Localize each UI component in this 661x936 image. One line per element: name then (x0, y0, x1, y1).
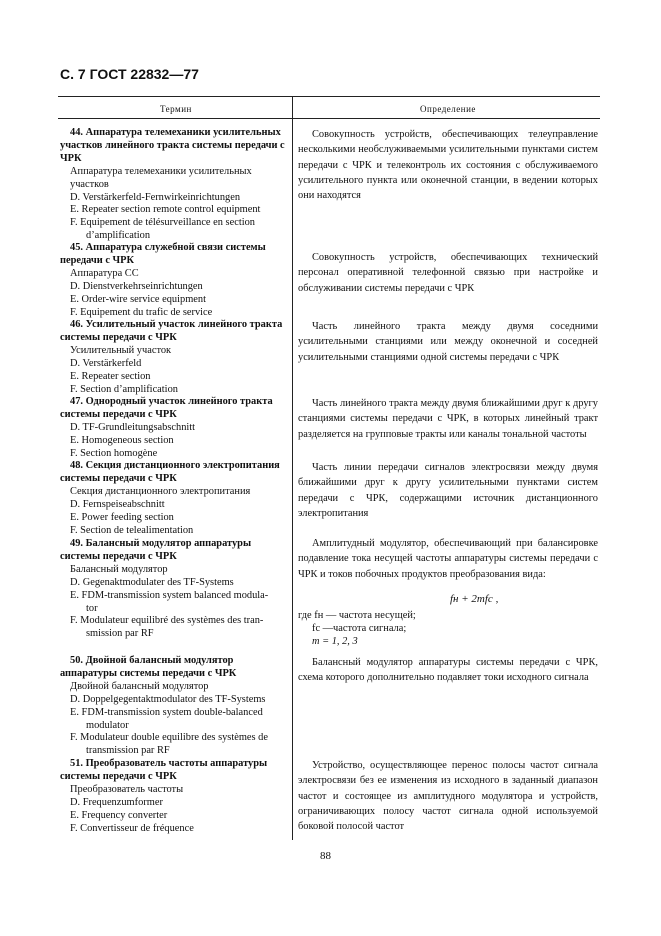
term-title: 49. Балансный модулятор аппаратуры системы передачи с ЧРК (60, 538, 252, 562)
term-entry-50 (60, 655, 288, 758)
term-de: D. Doppelgegentaktmodulator des TF-Systems (70, 693, 266, 705)
definition-46: Часть линейного тракта между двумя соседними усилительными станциями или между оконечной и соседней усилительными станциями одной системы передачи с ЧРК (298, 321, 598, 363)
term-en: E. Repeater section (70, 370, 151, 382)
term-de: D. TF-Grundleitungsabschnitt (70, 421, 196, 433)
term-short: Аппаратура телемеханики усилительных участков (70, 165, 252, 190)
term-short: Усилительный участок (70, 344, 172, 356)
table-top-border (58, 96, 600, 97)
term-short: Двойной балансный модулятор (70, 680, 209, 692)
term-en: E. Order-wire service equipment (70, 293, 206, 305)
legend-signal: fc —частота сигнала; (312, 623, 407, 634)
term-entry-51 (60, 758, 288, 835)
term-de: D. Frequenzumformer (70, 796, 163, 808)
definition-45: Совокупность устройств, обеспечивающих технический персонал оперативной телефонной связью при настройке и обслуживании системы передачи с ЧРК (298, 252, 598, 294)
term-fr: F. Section d’amplification (70, 383, 178, 395)
term-short: Преобразователь частоты (70, 783, 184, 795)
term-title: 46. Усилительный участок линейного тракта системы передачи с ЧРК (60, 319, 283, 343)
term-fr: F. Section homogène (70, 447, 158, 459)
column-divider (292, 96, 293, 840)
page-number: 88 (320, 850, 331, 862)
term-en: E. Frequency converter (70, 809, 168, 821)
definition-49: Амплитудный модулятор, обеспечивающий при балансировке подавление тока несущей частоты аппаратуры системы передачи с ЧРК и токов побочных продуктов преобразования вида: (298, 538, 598, 580)
term-entry-44 (60, 127, 288, 243)
term-de: D. Verstärkerfeld-Fernwirkeinrichtungen (70, 191, 241, 203)
page-header: С. 7 ГОСТ 22832—77 (60, 66, 199, 82)
term-fr: F. Modulateur equilibré des systèmes des tran- smission par RF (70, 615, 264, 640)
term-title: 51. Преобразователь частоты аппаратуры системы передачи с ЧРК (60, 758, 268, 782)
definition-51: Устройство, осуществляющее перенос полосы частот сигнала электросвязи без ее изменения из исходного в заданный диапазон частот и состоящее из амплитудного модулятора и устройств, ограничивающих полосу частот сигнала одной используемой боковой полосой частот (298, 760, 598, 833)
term-fr: F. Convertisseur de fréquence (70, 822, 194, 834)
term-de: D. Verstärkerfeld (70, 357, 142, 369)
term-fr: F. Equipement de télésurveillance en section d’amplification (70, 217, 255, 242)
term-entry-48 (60, 460, 288, 537)
term-en: E. Repeater section remote control equipment (70, 204, 261, 216)
term-title: 45. Аппаратура служебной связи системы передачи с ЧРК (60, 242, 266, 266)
term-en: E. FDM-transmission system double-balanced modulator (70, 706, 263, 731)
term-entry-46 (60, 319, 288, 396)
term-title: 50. Двойной балансный модулятор аппаратуры системы передачи с ЧРК (60, 655, 237, 679)
definition-47: Часть линейного тракта между двумя ближайшими друг к другу станциями системы передачи с ЧРК, в которых линейный тракт разделяется на групповые тракты или каналы тональной частоты (298, 398, 598, 440)
legend-carrier: где fн — частота несущей; (298, 610, 416, 621)
term-fr: F. Section de telealimentation (70, 524, 194, 536)
formula-legend (298, 609, 416, 648)
definition-50: Балансный модулятор аппаратуры системы передачи с ЧРК, схема которого дополнительно подавляет токи исходного сигнала (298, 657, 598, 684)
term-en: E. Homogeneous section (70, 434, 174, 446)
definition-48: Часть линии передачи сигналов электросвязи между двумя ближайшими друг к другу усилительными пунктами систем передачи с ЧРК, содержащими источник дистанционного электропитания (298, 462, 598, 519)
term-column-header: Термин (160, 104, 192, 114)
term-entry-49 (60, 538, 288, 641)
definition-column-header: Определение (420, 104, 476, 114)
table-header-border (58, 118, 600, 119)
term-fr: F. Equipement du trafic de service (70, 306, 213, 318)
term-title: 48. Секция дистанционного электропитания системы передачи с ЧРК (60, 460, 280, 484)
term-de: D. Fernspeiseabschnitt (70, 498, 165, 510)
definition-44: Совокупность устройств, обеспечивающих телеуправление несколькими необслуживаемыми усилительными пунктами систем передачи с ЧРК и телеконтроль их состояния с обслуживаемого усилительного пункта или оконечной станции, в ведении которых они находятся (298, 129, 598, 202)
legend-m: m = 1, 2, 3 (312, 636, 358, 647)
term-short: Секция дистанционного электропитания (70, 485, 251, 497)
term-en: E. FDM-transmission system balanced modula- tor (70, 589, 269, 614)
term-fr: F. Modulateur double equilibre des systèmes de transmission par RF (70, 732, 268, 757)
term-title: 47. Однородный участок линейного тракта системы передачи с ЧРК (60, 396, 273, 420)
term-entry-45 (60, 242, 288, 319)
formula: fн + 2mfc , (450, 593, 499, 605)
term-short: Балансный модулятор (70, 563, 168, 575)
term-en: E. Power feeding section (70, 511, 174, 523)
term-entry-47 (60, 396, 288, 461)
term-title: 44. Аппаратура телемеханики усилительных участков линейного тракта системы передачи с ЧРК (60, 127, 285, 164)
term-de: D. Gegenaktmodulater des TF-Systems (70, 576, 234, 588)
term-short: Аппаратура СС (70, 267, 139, 279)
term-de: D. Dienstverkehrseinrichtungen (70, 280, 203, 292)
